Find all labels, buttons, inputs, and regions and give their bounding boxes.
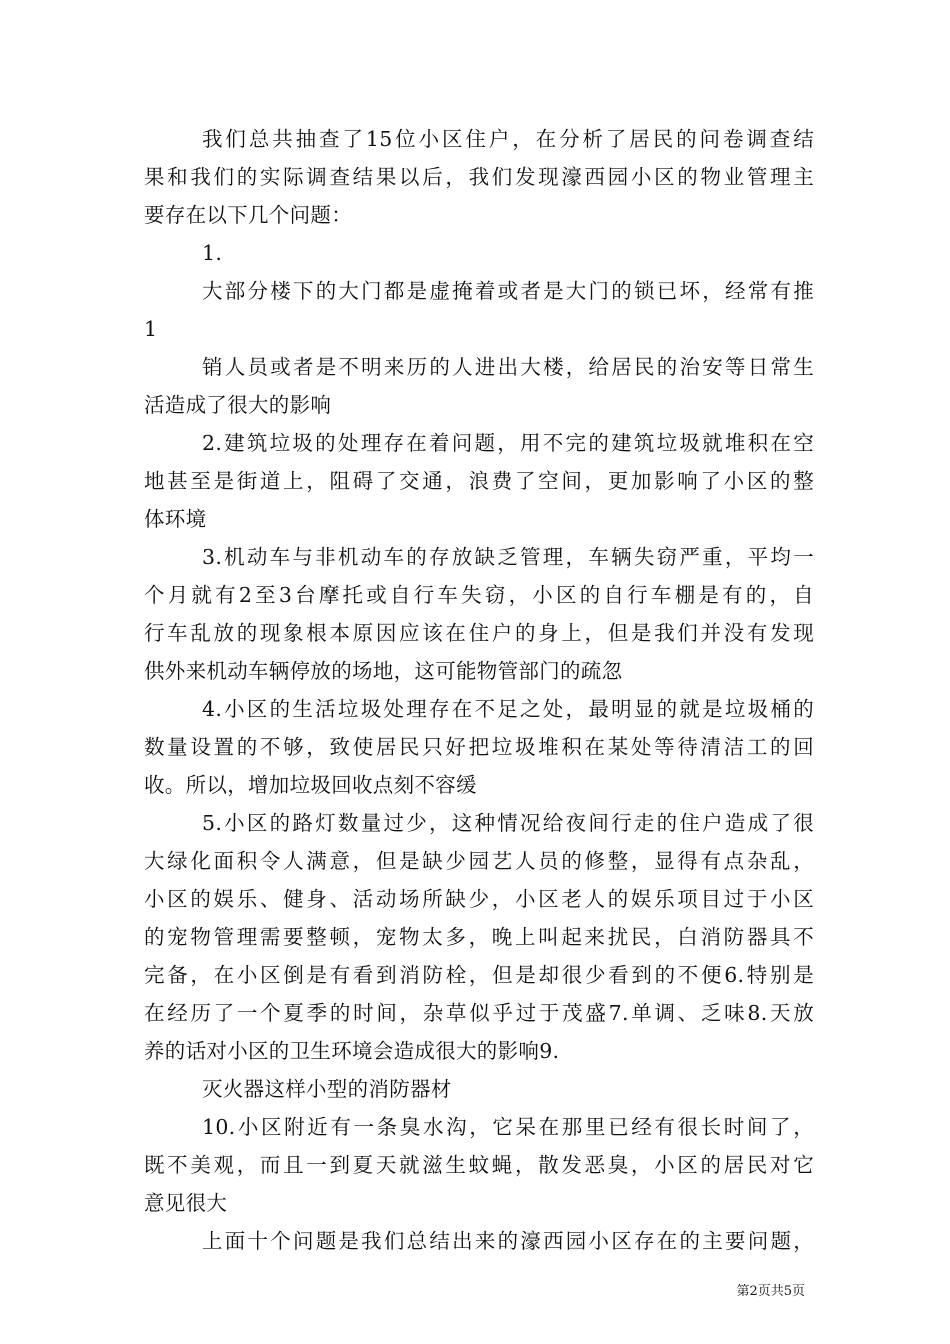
text-line: 既不美观，而且一到夏天就滋生蚊蝇，散发恶臭，小区的居民对它 bbox=[144, 1153, 814, 1177]
text-line: 活造成了很大的影响 bbox=[144, 393, 332, 417]
text-line: 在经历了一个夏季的时间，杂草似乎过于茂盛7.单调、乏味8.天放 bbox=[144, 1001, 814, 1025]
text-line: 养的话对小区的卫生环境会造成很大的影响9. bbox=[144, 1039, 560, 1063]
text-line: 5.小区的路灯数量过少，这种情况给夜间行走的住户造成了很 bbox=[202, 811, 814, 835]
text-line: 要存在以下几个问题： bbox=[144, 203, 352, 227]
text-line: 数量设置的不够，致使居民只好把垃圾堆积在某处等待清洁工的回 bbox=[144, 735, 814, 759]
text-line: 1 bbox=[144, 317, 158, 341]
text-line: 4.小区的生活垃圾处理存在不足之处，最明显的就是垃圾桶的 bbox=[202, 697, 814, 721]
text-line: 果和我们的实际调查结果以后，我们发现濠西园小区的物业管理主 bbox=[144, 165, 814, 189]
text-line: 上面十个问题是我们总结出来的濠西园小区存在的主要问题， bbox=[202, 1229, 814, 1253]
text-line: 我们总共抽查了15位小区住户，在分析了居民的问卷调查结 bbox=[202, 127, 814, 151]
text-line: 1. bbox=[202, 241, 223, 265]
text-line: 个月就有2至3台摩托或自行车失窃，小区的自行车棚是有的，自 bbox=[144, 583, 814, 607]
text-line: 完备，在小区倒是有看到消防栓，但是却很少看到的不便6.特别是 bbox=[144, 963, 814, 987]
text-line: 灭火器这样小型的消防器材 bbox=[202, 1077, 452, 1101]
text-line: 3.机动车与非机动车的存放缺乏管理，车辆失窃严重，平均一 bbox=[202, 545, 814, 569]
text-line: 地甚至是街道上，阻碍了交通，浪费了空间，更加影响了小区的整 bbox=[144, 469, 814, 493]
text-line: 供外来机动车辆停放的场地，这可能物管部门的疏忽 bbox=[144, 659, 623, 683]
text-line: 大绿化面积令人满意，但是缺少园艺人员的修整，显得有点杂乱， bbox=[144, 849, 814, 873]
text-line: 销人员或者是不明来历的人进出大楼，给居民的治安等日常生 bbox=[202, 355, 814, 379]
text-line: 意见很大 bbox=[144, 1191, 228, 1215]
text-line: 小区的娱乐、健身、活动场所缺少，小区老人的娱乐项目过于小区 bbox=[144, 887, 814, 911]
text-line: 2.建筑垃圾的处理存在着问题，用不完的建筑垃圾就堆积在空 bbox=[202, 431, 814, 455]
text-line: 体环境 bbox=[144, 507, 207, 531]
text-line: 收。所以，增加垃圾回收点刻不容缓 bbox=[144, 773, 477, 797]
text-line: 的宠物管理需要整顿，宠物太多，晚上叫起来扰民，白消防器具不 bbox=[144, 925, 814, 949]
text-line: 大部分楼下的大门都是虚掩着或者是大门的锁已坏，经常有推 bbox=[202, 279, 814, 303]
page-number-footer: 第2页共5页 bbox=[736, 1284, 805, 1299]
text-line: 10.小区附近有一条臭水沟，它呆在那里已经有很长时间了， bbox=[202, 1115, 814, 1139]
text-line: 行车乱放的现象根本原因应该在住户的身上，但是我们并没有发现 bbox=[144, 621, 814, 645]
